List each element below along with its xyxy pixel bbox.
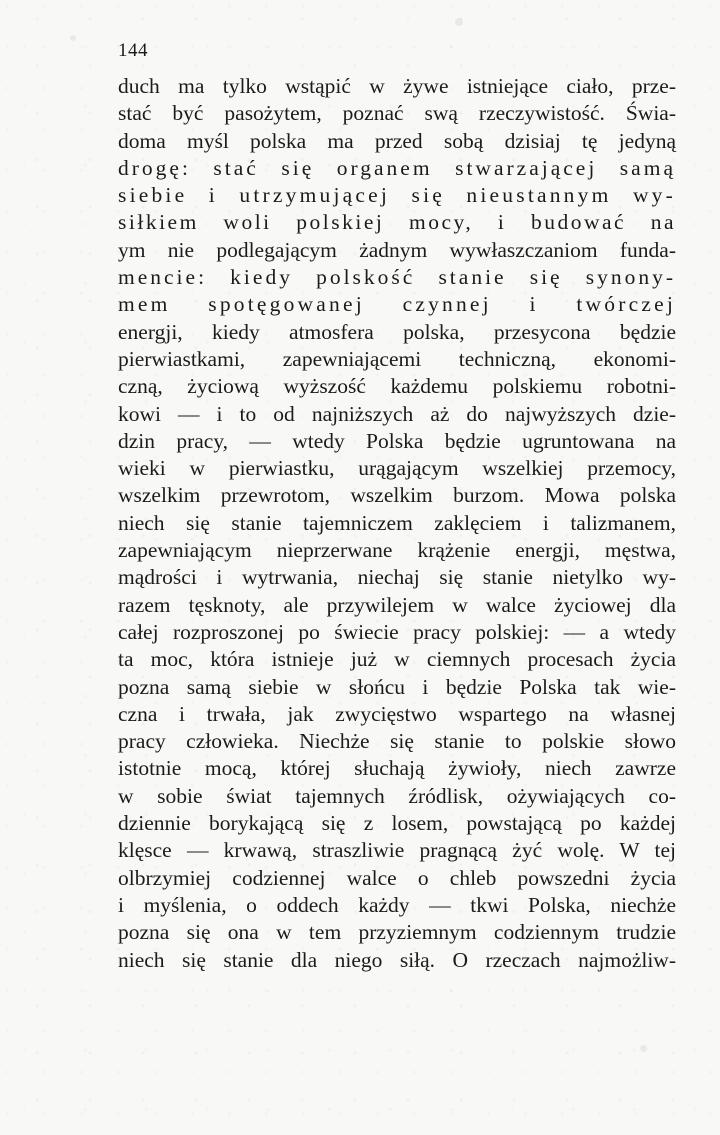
text-line: niech się stanie dla niego siłą. O rzeczach najmożliw- [118,947,676,972]
text-line: czna i trwała, jak zwycięstwo wspartego na własnej [118,701,676,726]
text-line: doma myśl polska ma przed sobą dzisiaj tę jedyną [118,128,676,153]
paper-stain [455,18,463,26]
page-number: 144 [118,40,148,61]
text-line: mądrości i wytrwania, niechaj się stanie nietylko wy- [118,565,676,590]
text-line: siebie i utrzymującej się nieustannym wy- [118,183,676,208]
text-line: niech się stanie tajemniczem zaklęciem i talizmanem, [118,510,676,535]
text-line: duch ma tylko wstąpić w żywe istniejące ciało, prze- [118,74,676,98]
paper-stain [640,1045,647,1052]
text-line: stać być pasożytem, poznać swą rzeczywistość. Świa- [118,101,676,126]
body-text [118,73,676,974]
text-line: wieki w pierwiastku, urągającym wszelkiej przemocy, [118,456,676,481]
text-line: pierwiastkami, zapewniającemi techniczną, ekonomi- [118,346,676,371]
text-line: wszelkim przewrotom, wszelkim burzom. Mowa polska [118,483,676,508]
text-line: energji, kiedy atmosfera polska, przesycona będzie [118,319,676,344]
paper-stain [70,35,76,41]
text-line: olbrzymiej codziennej walce o chleb powszedni życia [118,865,676,890]
text-line: ta moc, która istnieje już w ciemnych procesach życia [118,647,676,672]
text-line: mem spotęgowanej czynnej i twórczej [118,292,676,317]
text-line: dziennie borykającą się z losem, powstającą po każdej [118,811,676,836]
text-line: ym nie podlegającym żadnym wywłaszczaniom funda- [118,237,676,262]
text-line: istotnie mocą, której słuchają żywioły, niech zawrze [118,756,676,781]
text-line: czną, życiową wyższość każdemu polskiemu robotni- [118,374,676,399]
text-line: mencie: kiedy polskość stanie się synony- [118,265,676,290]
text-line: kowi — i to od najniższych aż do najwyższych dzie- [118,401,676,426]
text-line: i myślenia, o oddech każdy — tkwi Polska, niechże [118,892,676,917]
text-line: pozna się ona w tem przyziemnym codziennym trudzie [118,920,676,945]
text-line: dzin pracy, — wtedy Polska będzie ugruntowana na [118,428,676,453]
text-line: siłkiem woli polskiej mocy, i budować na [118,210,676,235]
text-line: zapewniającym nieprzerwane krążenie energji, męstwa, [118,538,676,563]
text-line: klęsce — krwawą, straszliwie pragnącą żyć wolę. W tej [118,838,676,863]
text-line: razem tęsknoty, ale przywilejem w walce życiowej dla [118,592,676,617]
text-line: drogę: stać się organem stwarzającej samą [118,155,676,180]
text-line: pozna samą siebie w słońcu i będzie Polska tak wie- [118,674,676,699]
text-line: w sobie świat tajemnych źródlisk, ożywiających co- [118,783,676,808]
text-line: całej rozproszonej po świecie pracy polskiej: — a wtedy [118,619,676,644]
text-line: pracy człowieka. Niechże się stanie to polskie słowo [118,729,676,754]
